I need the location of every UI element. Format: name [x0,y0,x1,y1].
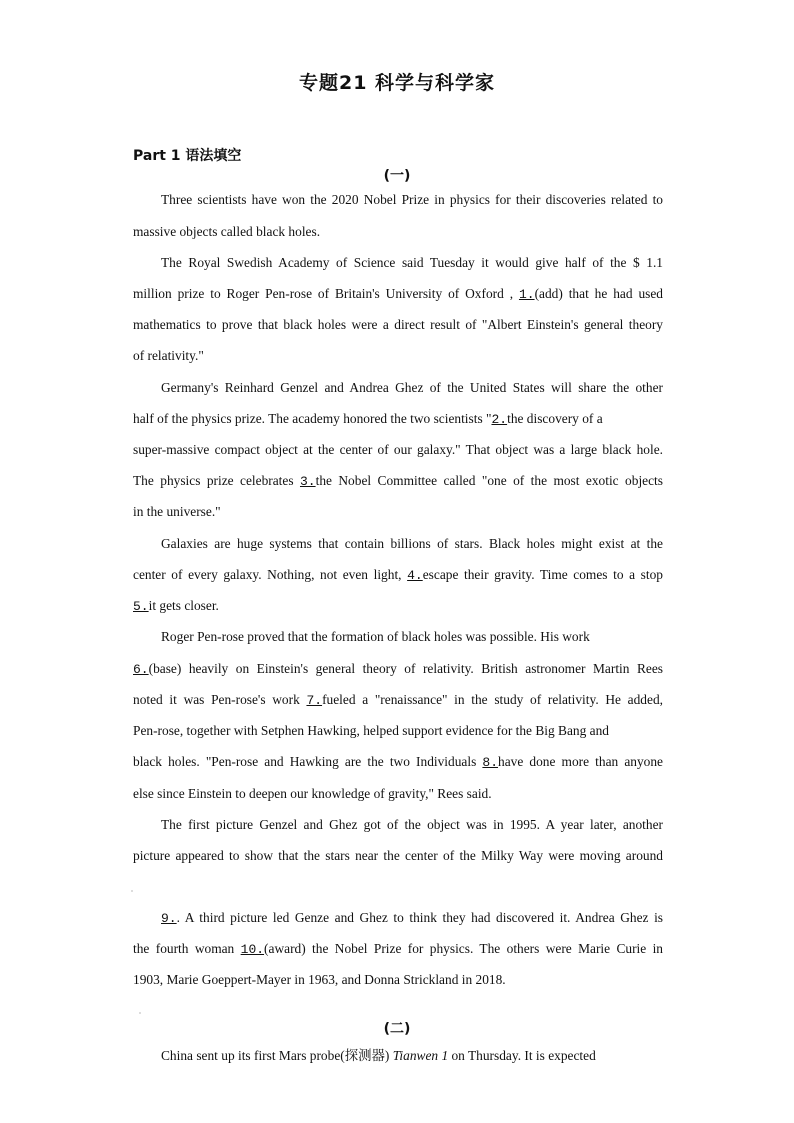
text-line: else since Einstein to deepen our knowledge of gravity," Rees said. [133,786,492,801]
text-line: massive objects called black holes. [133,224,321,239]
text-line: The Royal Swedish Academy of Science said Tuesday it would give half of the $ 1.1 [161,255,663,270]
text-line: picture appeared to show that the stars near the center of the Milky Way were moving around [133,848,663,863]
text-line: million prize to Roger Pen-rose of Britain's University of Oxford , 1.(add) that he had used [133,286,663,302]
page-title: 专题21 科学与科学家 [298,72,496,94]
text-line: mathematics to prove that black holes were a direct result of "Albert Einstein's general theory [133,317,663,332]
text-line: Roger Pen-rose proved that the formation of black holes was possible. His work [161,629,590,644]
text-line: super-massive compact object at the center of our galaxy." That object was a large black hole. [133,442,663,457]
blank-9[interactable]: 9. [161,911,177,926]
text-line: 6.(base) heavily on Einstein's general theory of relativity. British astronomer Martin Rees [133,661,663,677]
text-line: 5.it gets closer. [133,598,219,614]
text-line: noted it was Pen-rose's work 7.fueled a "renaissance" in the study of relativity. He added, [133,692,663,708]
blank-8[interactable]: 8. [482,755,499,770]
text-line: Three scientists have won the 2020 Nobel Prize in physics for their discoveries related to [161,192,663,207]
text-line: Germany's Reinhard Genzel and Andrea Ghez of the United States will share the other [161,380,663,395]
blank-6[interactable]: 6. [133,662,149,677]
section-heading-1: (一) [383,168,411,184]
section-heading-2: (二) [383,1021,411,1037]
text-line: The physics prize celebrates 3.the Nobel Committee called "one of the most exotic objects [133,473,663,489]
text-line: half of the physics prize. The academy honored the two scientists "2.the discovery of a [133,411,603,427]
text-line: 1903, Marie Goeppert-Mayer in 1963, and Donna Strickland in 2018. [133,972,506,987]
blank-1[interactable]: 1. [518,287,535,302]
scan-speck [139,1012,141,1014]
text-line: Galaxies are huge systems that contain billions of stars. Black holes might exist at the [161,536,663,551]
blank-10[interactable]: 10. [240,942,265,957]
text-line: 9.. A third picture led Genze and Ghez to think they had discovered it. Andrea Ghez is [161,910,663,926]
part-heading: Part 1 语法填空 [133,148,242,164]
text-line: The first picture Genzel and Ghez got of the object was in 1995. A year later, another [161,817,663,832]
blank-3[interactable]: 3. [299,474,316,489]
blank-7[interactable]: 7. [306,693,323,708]
blank-5[interactable]: 5. [133,599,149,614]
text-line: center of every galaxy. Nothing, not even light, 4.escape their gravity. Time comes to a stop [133,567,663,583]
text-line: of relativity." [133,348,204,363]
text-line: black holes. "Pen-rose and Hawking are the two Individuals 8.have done more than anyone [133,754,664,770]
scan-speck [131,890,133,892]
text-line: China sent up its first Mars probe(探测器) Tianwen 1 on Thursday. It is expected [161,1048,596,1063]
text-line: Pen-rose, together with Setphen Hawking, helped support evidence for the Big Bang and [133,723,609,738]
blank-4[interactable]: 4. [407,568,423,583]
text-line: the fourth woman 10.(award) the Nobel Prize for physics. The others were Marie Curie in [133,941,664,957]
blank-2[interactable]: 2. [491,412,508,427]
text-line: in the universe." [133,504,221,519]
